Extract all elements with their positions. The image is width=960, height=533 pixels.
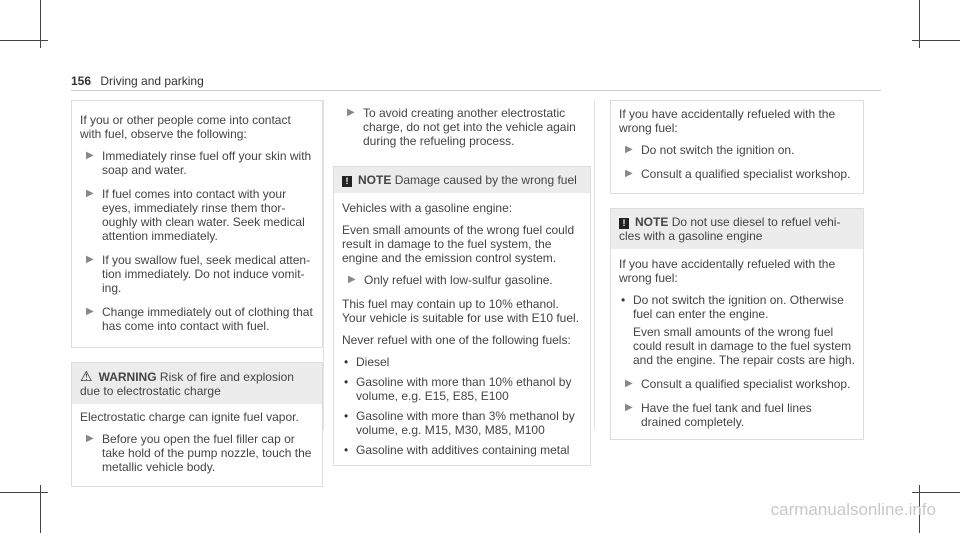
crop-mark	[912, 40, 960, 41]
triangle-right-icon: ▶	[86, 306, 94, 317]
crop-mark	[912, 492, 960, 493]
column-1	[71, 100, 323, 487]
column-2	[333, 100, 591, 466]
triangle-right-icon: ▶	[86, 188, 94, 199]
warning-title: Risk of fire and explosion due to electrostatic charge	[80, 370, 294, 398]
list-item: ▶ Consult a qualified specialist workshop.	[625, 167, 851, 181]
paragraph: Even small amounts of the wrong fuel could result in damage to the fuel system, the engine and the emission control system.	[342, 223, 575, 265]
crop-mark	[0, 40, 48, 41]
triangle-right-icon: ▶	[625, 168, 633, 179]
note-header	[611, 209, 863, 249]
note-label: NOTE	[635, 215, 669, 229]
list-item: • Do not switch the ignition on. Otherwise fuel can enter the engine. Even small amounts of the wrong fuel could result in damage to the fuel system and the engine. The repair costs are high.	[619, 293, 855, 367]
note-box	[333, 166, 591, 466]
intro-text: If you or other people come into contact with fuel, observe the following:	[80, 113, 291, 141]
list-item: ▶ Have the fuel tank and fuel lines drained completely.	[625, 401, 812, 429]
note-label: NOTE	[358, 173, 392, 187]
warning-header	[72, 363, 322, 404]
paragraph: Never refuel with one of the following fuels:	[342, 333, 571, 347]
header-divider	[71, 90, 881, 91]
paragraph: Vehicles with a gasoline engine:	[342, 201, 513, 215]
note-header	[334, 167, 590, 193]
crop-mark	[0, 492, 48, 493]
fuel-list-item: • Gasoline with additives containing metal	[342, 443, 582, 457]
triangle-right-icon: ▶	[625, 402, 633, 413]
list-item: ▶ Only refuel with low-sulfur gasoline.	[348, 273, 553, 287]
page-header	[71, 74, 204, 88]
warning-box	[71, 362, 323, 487]
list-item: ▶ Change immediately out of clothing that has come into contact with fuel.	[86, 305, 313, 333]
column-divider	[594, 100, 595, 430]
triangle-right-icon: ▶	[86, 254, 94, 265]
warning-triangle-icon: ⚠	[80, 368, 93, 384]
note-box	[610, 208, 864, 440]
fuel-list-item: • Gasoline with more than 3% methanol by volume, e.g. M15, M30, M85, M100	[342, 409, 582, 437]
list-item: ▶ Before you open the fuel filler cap or take hold of the pump nozzle, touch the metallic vehicle body.	[86, 432, 312, 474]
triangle-right-icon: ▶	[625, 378, 633, 389]
note-title: Damage caused by the wrong fuel	[394, 173, 577, 187]
page-number: 156	[71, 74, 92, 88]
triangle-right-icon: ▶	[348, 274, 356, 285]
exclamation-icon: !	[342, 176, 352, 187]
note-title: Do not use diesel to refuel vehi-cles with a gasoline engine	[619, 215, 841, 243]
warning-text: Electrostatic charge can ignite fuel vapor.	[80, 410, 299, 424]
triangle-right-icon: ▶	[625, 144, 633, 155]
triangle-right-icon: ▶	[86, 433, 94, 444]
warning-label: WARNING	[98, 370, 157, 384]
watermark: carmanualsonline.info	[770, 500, 936, 519]
triangle-right-icon: ▶	[86, 150, 94, 161]
exclamation-icon: !	[619, 218, 629, 229]
wrong-fuel-box	[610, 100, 864, 194]
paragraph: This fuel may contain up to 10% ethanol. Your vehicle is suitable for use with E10 fuel.	[342, 297, 580, 325]
list-item: ▶ If you swallow fuel, seek medical atten-tion immediately. Do not induce vomit-ing.	[86, 253, 311, 295]
list-item: ▶ Immediately rinse fuel off your skin with soap and water.	[86, 149, 312, 177]
triangle-right-icon: ▶	[347, 107, 355, 118]
list-item: ▶ Do not switch the ignition on.	[625, 143, 795, 157]
fuel-list-item: • Diesel	[342, 355, 582, 369]
fuel-contact-box	[71, 100, 323, 348]
list-item: ▶ If fuel comes into contact with your eyes, immediately rinse them thor-oughly with clean water. Seek medical attention immediately.	[86, 187, 305, 243]
list-item: ▶ Consult a qualified specialist workshop.	[625, 377, 851, 391]
column-divider	[323, 100, 324, 430]
paragraph: If you have accidentally refueled with the wrong fuel:	[619, 107, 836, 135]
fuel-list-item: • Gasoline with more than 10% ethanol by volume, e.g. E15, E85, E100	[342, 375, 582, 403]
list-item: ▶ To avoid creating another electrostatic charge, do not get into the vehicle again during the refueling process.	[347, 106, 576, 148]
paragraph: If you have accidentally refueled with the wrong fuel:	[619, 257, 836, 285]
column-3	[610, 100, 864, 440]
section-title: Driving and parking	[100, 74, 204, 88]
